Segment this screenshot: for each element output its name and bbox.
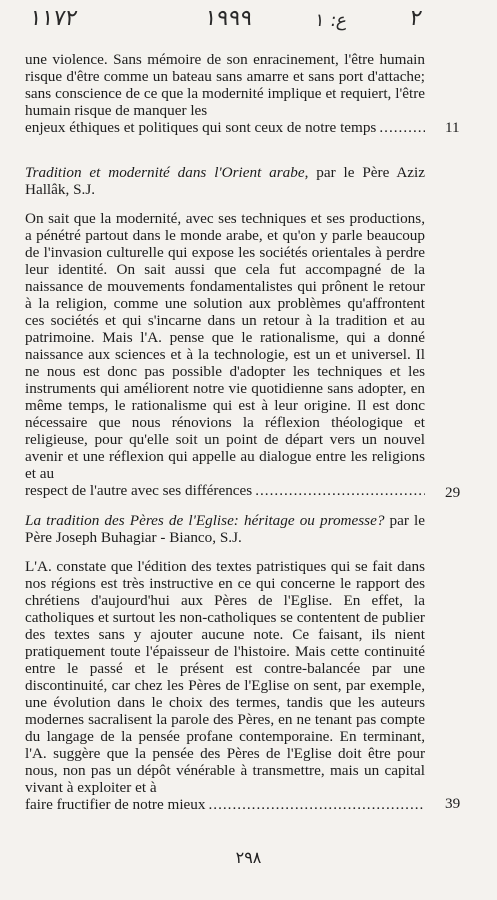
entry-hallak-last-text: respect de l'autre avec ses différences: [25, 482, 253, 499]
entry-buhagiar-last-line: [25, 796, 425, 813]
entry-hallak-last-line: [25, 482, 425, 499]
entry-intro-last-text: enjeux éthiques et politiques qui sont ceux de notre temps: [25, 119, 377, 136]
entry-hallak-title: [25, 164, 425, 198]
entry-buhagiar-title-italic: La tradition des Pères de l'Eglise: héritage ou promesse?: [25, 512, 385, 529]
entry-intro-last-line: [25, 119, 425, 136]
entry-hallak-title-rest: , par le Père Aziz Hallâk, S.J.: [25, 164, 425, 198]
entry-hallak-page-number: 29: [445, 484, 461, 501]
entry-intro-page-number: 11: [445, 119, 460, 136]
entry-buhagiar-title: [25, 512, 425, 546]
entry-buhagiar-body: L'A. constate que l'édition des textes patristiques qui se fait dans nos régions est très instructive en ce qui concerne le rapport des chrétiens d'aujourd'hui aux Pères de l'Eglise. En effet, la catholiques et surtout les non-catholiques se contentent de publier des textes sans y ajouter aucune note. Ce faisant, ils nient pratiquement toute l'épaisseur de l'histoire. Mais cette continuité entre le passé et le présent est contre-balancée par une discontinuité, car chez les Pères de l'Eglise on sent, par exemple, une évolution dans le choix des termes, tandis que les auteurs modernes sacralisent la parole des Pères, en ne tenant pas compte du langage de la pensée profane contemporaine. En terminant, l'A. suggère que la pensée des Pères de l'Eglise doit être pour nous, non pas un dépôt vénérable à transmettre, mais un capital vivant à exploiter et à: [25, 558, 425, 796]
handwritten-mark-1: ۱۱۷۲: [28, 6, 80, 31]
entry-intro: [25, 51, 425, 136]
leader-dots: [255, 482, 425, 499]
handwritten-mark-2: ۱۹۹۹: [203, 6, 255, 31]
entry-buhagiar-page-number: 39: [445, 795, 461, 812]
entry-intro-body: une violence. Sans mémoire de son enracinement, l'être humain risque d'être comme un bateau sans amarre et sans port d'attache; sans conscience de ce que la modernité implique et requiert, l'être humain risque de manquer les: [25, 51, 425, 119]
entry-buhagiar: [25, 512, 425, 813]
leader-dots: [379, 119, 425, 136]
handwritten-mark-3: ع: ۱: [313, 10, 349, 31]
folio-page-number: ۲۹۸: [235, 848, 262, 867]
entry-buhagiar-title-rest: par le Père Joseph Buhagiar - Bianco, S.J.: [25, 512, 426, 546]
entry-hallak-title-italic: Tradition et modernité dans l'Orient arabe: [25, 164, 305, 181]
handwritten-mark-4: ۲: [408, 6, 424, 31]
entry-hallak: [25, 164, 425, 499]
leader-dots: [208, 796, 425, 813]
entry-buhagiar-last-text: faire fructifier de notre mieux: [25, 796, 206, 813]
entry-hallak-body: On sait que la modernité, avec ses techniques et ses productions, a pénétré partout dans le monde arabe, et qu'on y parle beaucoup de l'invasion culturelle qui expose les sociétés orientales à perdre leur identité. On sait aussi que cela fut accompagné de la naissance de mouvements fondamentalistes qui prônent le retour à la religion, comme une solution aux problèmes qu'affrontent ces sociétés et qui s'incarne dans un retour à la tradition et au patrimoine. Mais l'A. pense que le rationalisme, qui a donné naissance aux sciences et à la technologie, est un et universel. Il ne nous est donc pas possible d'adopter les techniques et les instruments qui améliorent notre vie quotidienne sans adopter, en même temps, le rationalisme qui est à leur origine. Il est donc nécessaire que nous rénovions la réflexion théologique et religieuse, pour qu'elle soit un point de départ vers un nouvel avenir et une réflexion qui appelle au dialogue entre les religions et au: [25, 210, 425, 482]
